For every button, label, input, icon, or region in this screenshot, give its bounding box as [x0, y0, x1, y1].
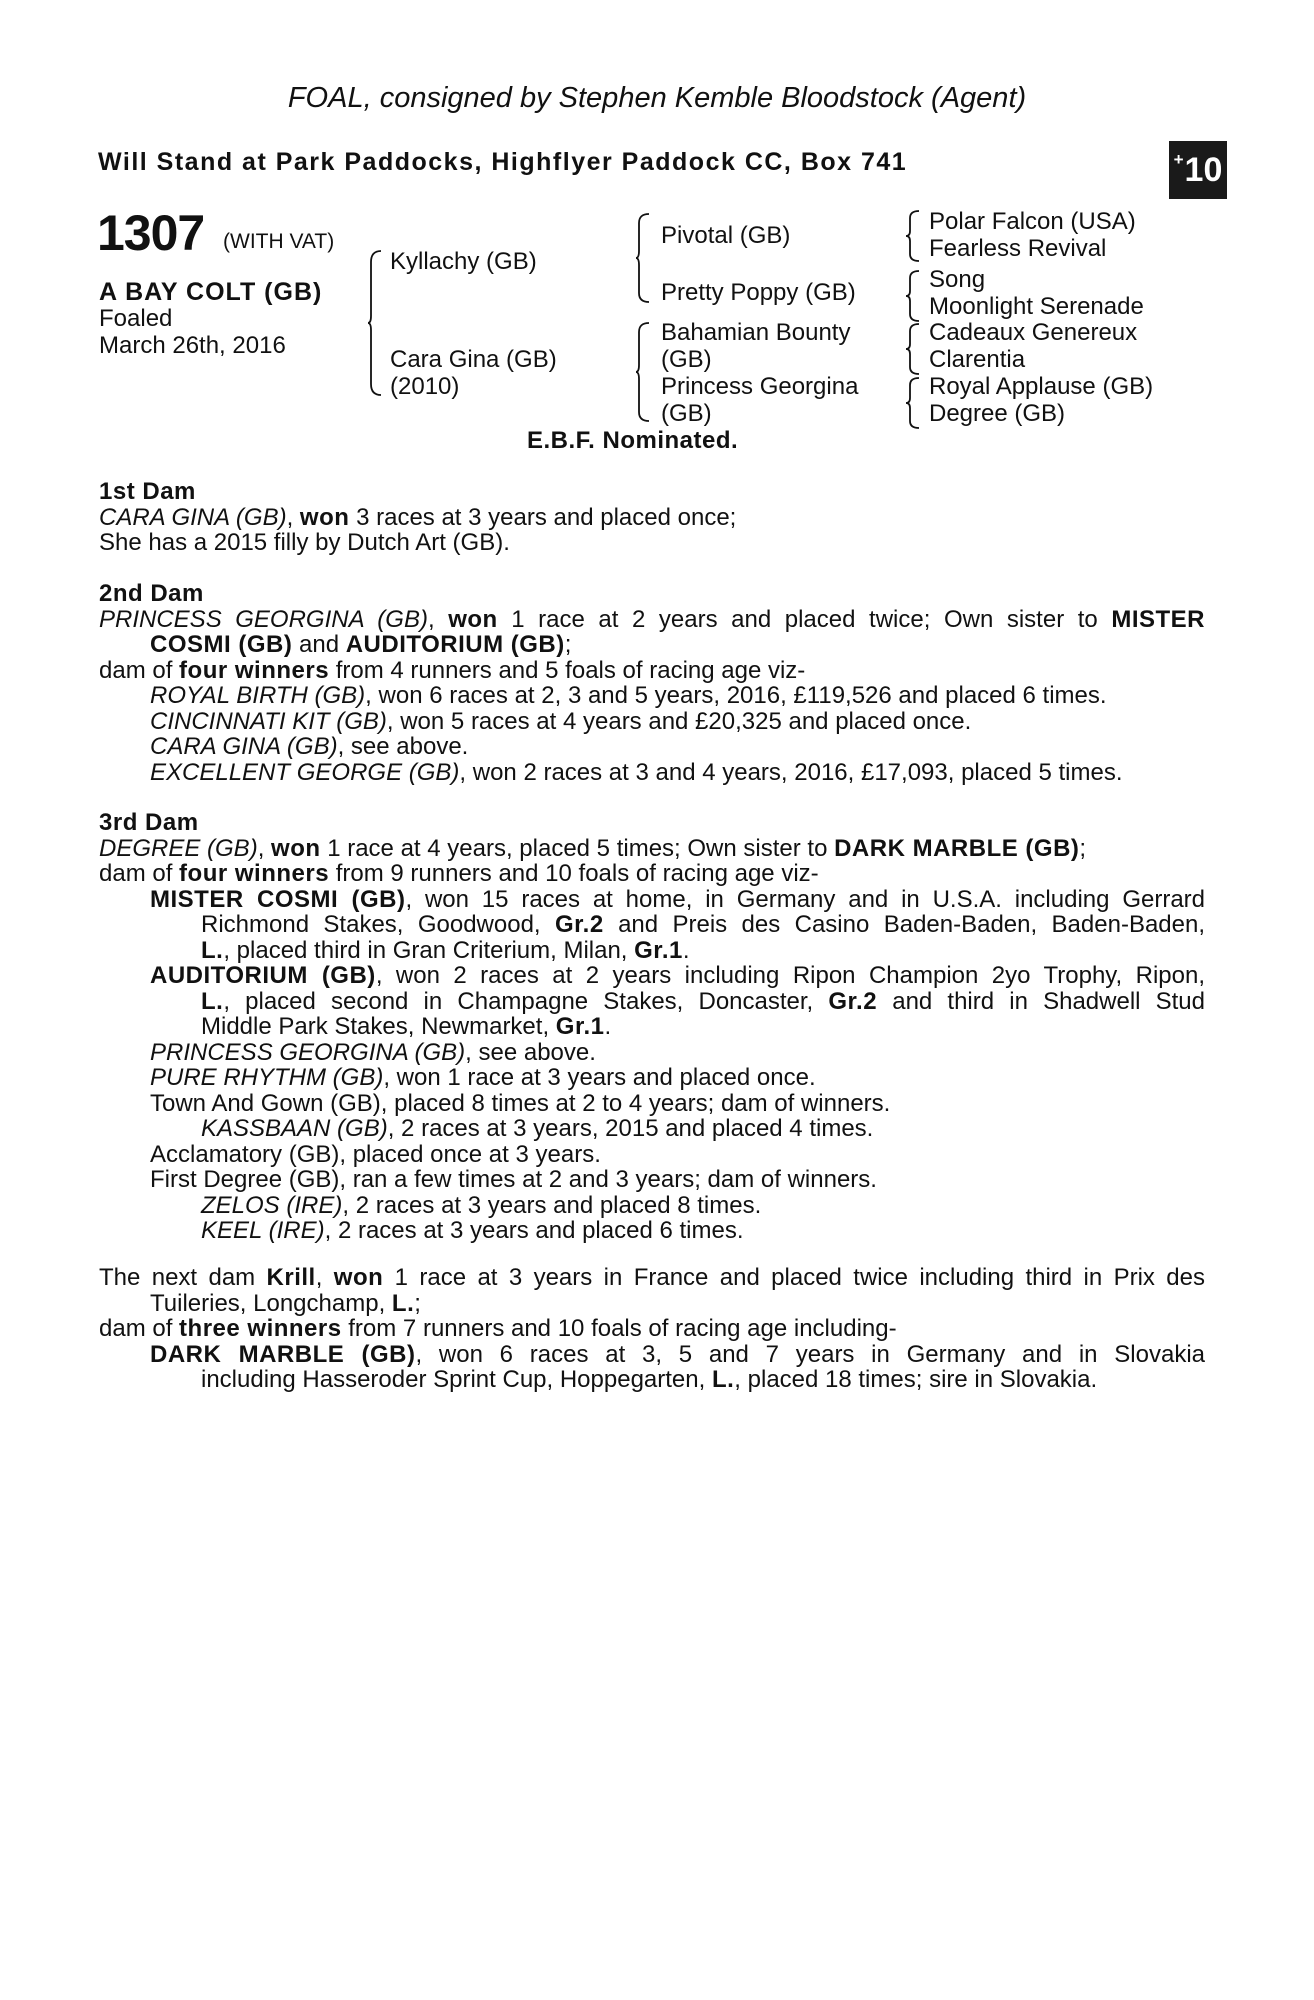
pedigree-bracket-dam — [636, 322, 650, 422]
pedigree-dam-sire-suffix: (GB) — [661, 346, 712, 373]
pedigree-gen3-2: Fearless Revival — [929, 235, 1107, 262]
next-dam-comma: , — [315, 1264, 334, 1291]
pedigree-bracket-sire — [636, 213, 650, 303]
produce-row — [99, 734, 1205, 760]
pedigree-sire: Kyllachy (GB) — [390, 248, 537, 275]
pedigree-gen3-3: Song — [929, 266, 986, 293]
produce-row — [99, 1342, 1205, 1368]
group-grade: Gr.2 — [554, 911, 604, 938]
third-dam-dam-of: dam of — [99, 860, 180, 887]
third-dam-runners: from 9 runners and 10 foals of racing age viz- — [329, 860, 819, 887]
next-dam-winners: three winners — [179, 1315, 342, 1342]
foaled-label: Foaled — [99, 305, 173, 332]
produce-record: , won 6 races at 2, 3 and 5 years, 2016, £119,526 and placed 6 times. — [365, 682, 1107, 709]
produce-name: KASSBAAN (GB) — [201, 1115, 388, 1142]
produce-row — [99, 1040, 1205, 1066]
third-dam-semi: ; — [1079, 834, 1087, 862]
ebf-nominated: E.B.F. Nominated. — [527, 427, 739, 454]
lot-badge — [1169, 141, 1227, 199]
pedigree-sire-sire: Pivotal (GB) — [661, 222, 791, 249]
third-dam-record: 1 race at 4 years, placed 5 times; Own sister to — [320, 834, 835, 862]
produce-record: , won 5 races at 4 years and £20,325 and placed once. — [386, 707, 972, 735]
next-dam-section — [99, 1265, 1205, 1393]
produce-record: , won 1 race at 3 years and placed once. — [383, 1064, 816, 1091]
produce-record: Middle Park Stakes, Newmarket, — [201, 1013, 556, 1040]
badge-plus: + — [1173, 150, 1184, 169]
produce-record: and Preis des Casino Baden-Baden, Baden-Baden, — [603, 911, 1206, 938]
pedigree-bracket-gen1 — [368, 250, 382, 396]
first-dam-heading: 1st Dam — [99, 478, 196, 505]
listed-grade: L. — [201, 936, 224, 964]
second-dam-sister1b: COSMI (GB) — [150, 631, 293, 658]
group-grade: Gr.2 — [828, 987, 878, 1015]
group-grade: Gr.1 — [634, 936, 683, 964]
listed-grade: L. — [711, 1366, 735, 1393]
produce-record: , 2 races at 3 years and placed 6 times. — [324, 1217, 744, 1244]
pedigree-dam: Cara Gina (GB) — [390, 346, 557, 373]
produce-row: First Degree (GB), ran a few times at 2 and 3 years; dam of winners. — [150, 1166, 877, 1193]
produce-record: , placed third in Gran Criterium, Milan, — [223, 936, 635, 964]
produce-name: KEEL (IRE) — [201, 1217, 325, 1244]
first-dam-produce: She has a 2015 filly by Dutch Art (GB). — [99, 529, 510, 556]
produce-record: . — [604, 1013, 612, 1040]
produce-record: , see above. — [465, 1038, 596, 1066]
produce-row — [99, 887, 1205, 913]
produce-record: , won 2 races at 2 years including Ripon Champion 2yo Trophy, Ripon, — [375, 962, 1205, 989]
produce-row — [99, 1193, 1205, 1219]
second-dam-winners: four winners — [179, 656, 330, 684]
produce-name: AUDITORIUM (GB) — [150, 962, 376, 989]
third-dam-section: 3rd Dam DEGREE (GB), won 1 race at 4 years, placed 5 times; Own sister to DARK MARBLE (GB); dam of four winners from 9 runners and 10 foals of racing age viz- MISTER COSMI (GB), won 15 races at home, in Germany and in U.S.A. including Gerrard Richmond Stakes, Goodwood, Gr.2 and Preis des Casino Baden-Baden, Baden-Baden, L., placed third in Gran Criterium, Milan, Gr.1. AUDITORIUM (GB), won 2 races at 2 years including Ripon Champion 2yo Trophy, Ripon, L., placed second in Champagne Stakes, Doncaster, Gr.2 and third in Shadwell Stud Middle Park Stakes, Newmarket, Gr.1. PRINCESS GEORGINA (GB), see above. PURE RHYTHM (GB), won 1 race at 3 years and placed once. Town And Gown (GB), placed 8 times at 2 to 4 years; dam of winners. KASSBAAN (GB), 2 races at 3 years, 2015 and placed 4 times. Acclamatory (GB), placed once at 3 years. First Degree (GB), ran a few times at 2 and 3 years; dam of winners. ZELOS (IRE), 2 races at 3 years and placed 8 times. KEEL (IRE), 2 races at 3 years and placed 6 times. — [99, 809, 1206, 1244]
produce-name: CARA GINA (GB) — [150, 733, 338, 760]
vat-note: (WITH VAT) — [223, 230, 335, 253]
produce-row — [99, 963, 1205, 989]
pedigree-dam-sire: Bahamian Bounty — [661, 319, 851, 346]
pedigree-gen3-1: Polar Falcon (USA) — [929, 208, 1136, 235]
produce-row — [99, 1065, 1205, 1091]
produce-name: CINCINNATI KIT (GB) — [150, 707, 387, 735]
pedigree-dam-year: (2010) — [390, 373, 460, 400]
second-dam-runners: from 4 runners and 5 foals of racing age viz- — [329, 656, 806, 684]
produce-name: MISTER COSMI (GB) — [150, 885, 406, 913]
second-dam-and: and — [292, 631, 346, 658]
produce-record: , won 2 races at 3 and 4 years, 2016, £17,093, placed 5 times. — [459, 758, 1123, 786]
produce-row — [99, 709, 1205, 735]
first-dam-name: CARA GINA (GB) — [99, 503, 287, 531]
produce-record: , placed 18 times; sire in Slovakia. — [734, 1366, 1098, 1393]
pedigree-dam-dam-suffix: (GB) — [661, 400, 712, 427]
next-dam-won: won — [333, 1264, 384, 1291]
produce-row — [99, 760, 1205, 786]
pedigree-gen3-7: Royal Applause (GB) — [929, 373, 1154, 400]
pedigree-sire-dam: Pretty Poppy (GB) — [661, 279, 856, 306]
produce-record: and third in Shadwell Stud — [877, 987, 1206, 1015]
pedigree-dam-dam: Princess Georgina — [661, 373, 859, 400]
next-dam-runners: from 7 runners and 10 foals of racing age including- — [341, 1315, 897, 1342]
produce-name: DARK MARBLE (GB) — [150, 1340, 416, 1368]
pedigree-bracket-ds — [906, 323, 920, 375]
second-dam-won: won — [448, 605, 498, 633]
third-dam-heading: 3rd Dam — [99, 809, 199, 836]
next-dam-record: Tuileries, Longchamp, — [150, 1289, 392, 1317]
lot-number: 1307 — [97, 205, 205, 261]
stand-location: Will Stand at Park Paddocks, Highflyer Paddock CC, Box 741 — [98, 148, 908, 176]
pedigree-gen3-8: Degree (GB) — [929, 400, 1066, 427]
first-dam-section: 1st Dam CARA GINA (GB), won 3 races at 3 years and placed once; She has a 2015 filly by Dutch Art (GB). — [99, 479, 1205, 556]
second-dam-name: PRINCESS GEORGINA (GB) — [99, 605, 428, 633]
next-dam-dam-of: dam of — [99, 1315, 180, 1342]
next-dam-record: ; — [414, 1289, 421, 1317]
produce-name: PRINCESS GEORGINA (GB) — [150, 1038, 466, 1066]
first-dam-record: 3 races at 3 years and placed once; — [349, 503, 737, 531]
produce-name: ZELOS (IRE) — [201, 1191, 343, 1219]
produce-record: , see above. — [337, 733, 469, 760]
pedigree-gen3-4: Moonlight Serenade — [929, 293, 1144, 320]
third-dam-sister: DARK MARBLE (GB) — [834, 834, 1080, 862]
produce-record: , 2 races at 3 years and placed 8 times. — [342, 1191, 762, 1219]
next-dam-name: Krill — [266, 1264, 316, 1291]
produce-row — [99, 1218, 1205, 1244]
produce-record: Richmond Stakes, Goodwood, — [201, 911, 555, 938]
produce-name: EXCELLENT GEORGE (GB) — [150, 758, 460, 786]
produce-record: , won 6 races at 3, 5 and 7 years in Germany and in Slovakia — [415, 1340, 1205, 1368]
second-dam-record: 1 race at 2 years and placed twice; Own sister to — [497, 605, 1112, 633]
produce-record: including Hasseroder Sprint Cup, Hoppegarten, — [201, 1366, 712, 1393]
first-dam-won: won — [299, 503, 350, 531]
pedigree-bracket-sd — [906, 270, 920, 322]
pedigree-gen3-6: Clarentia — [929, 346, 1026, 373]
produce-row — [99, 1116, 1205, 1142]
lot-title: A BAY COLT (GB) — [99, 278, 323, 306]
second-dam-dam-of: dam of — [99, 656, 180, 684]
second-dam-section: 2nd Dam PRINCESS GEORGINA (GB), won 1 race at 2 years and placed twice; Own sister to MISTER COSMI (GB) and AUDITORIUM (GB); dam of four winners from 4 runners and 5 foals of racing age viz- ROYAL BIRTH (GB), won 6 races at 2, 3 and 5 years, 2016, £119,526 and placed 6 times. CINCINNATI KIT (GB), won 5 races at 4 years and £20,325 and placed once. CARA GINA (GB), see above. EXCELLENT GEORGE (GB), won 2 races at 3 and 4 years, 2016, £17,093, placed 5 times. — [99, 580, 1206, 786]
third-dam-won: won — [271, 834, 321, 862]
second-dam-sister1: MISTER — [1111, 605, 1206, 633]
group-grade: Gr.1 — [555, 1013, 605, 1040]
pedigree-bracket-ss — [906, 210, 920, 262]
next-dam-record: 1 race at 3 years in France and placed twice including third in Prix des — [383, 1264, 1205, 1291]
produce-record: . — [682, 936, 690, 964]
second-dam-heading: 2nd Dam — [99, 580, 204, 607]
listed-grade: L. — [201, 987, 224, 1015]
third-dam-name: DEGREE (GB) — [99, 834, 258, 862]
second-dam-semi: ; — [564, 631, 572, 658]
produce-row: Town And Gown (GB), placed 8 times at 2 to 4 years; dam of winners. — [150, 1089, 891, 1117]
produce-record: , 2 races at 3 years, 2015 and placed 4 times. — [387, 1115, 874, 1142]
third-dam-winners: four winners — [179, 860, 330, 887]
badge-number: 10 — [1184, 150, 1223, 189]
next-dam-intro: The next dam — [99, 1264, 267, 1291]
second-dam-sister2: AUDITORIUM (GB) — [345, 631, 565, 658]
produce-row — [99, 683, 1205, 709]
foaled-date: March 26th, 2016 — [99, 332, 286, 359]
pedigree-bracket-dd — [906, 377, 920, 429]
produce-name: ROYAL BIRTH (GB) — [150, 682, 366, 709]
consignor-line: FOAL, consigned by Stephen Kemble Bloodstock (Agent) — [287, 82, 1027, 114]
listed-grade: L. — [391, 1289, 415, 1317]
produce-record: , won 15 races at home, in Germany and in U.S.A. including Gerrard — [405, 885, 1206, 913]
pedigree-gen3-5: Cadeaux Genereux — [929, 319, 1138, 346]
produce-row: Acclamatory (GB), placed once at 3 years. — [150, 1140, 601, 1168]
produce-name: PURE RHYTHM (GB) — [150, 1064, 384, 1091]
produce-record: , placed second in Champagne Stakes, Doncaster, — [223, 987, 829, 1015]
